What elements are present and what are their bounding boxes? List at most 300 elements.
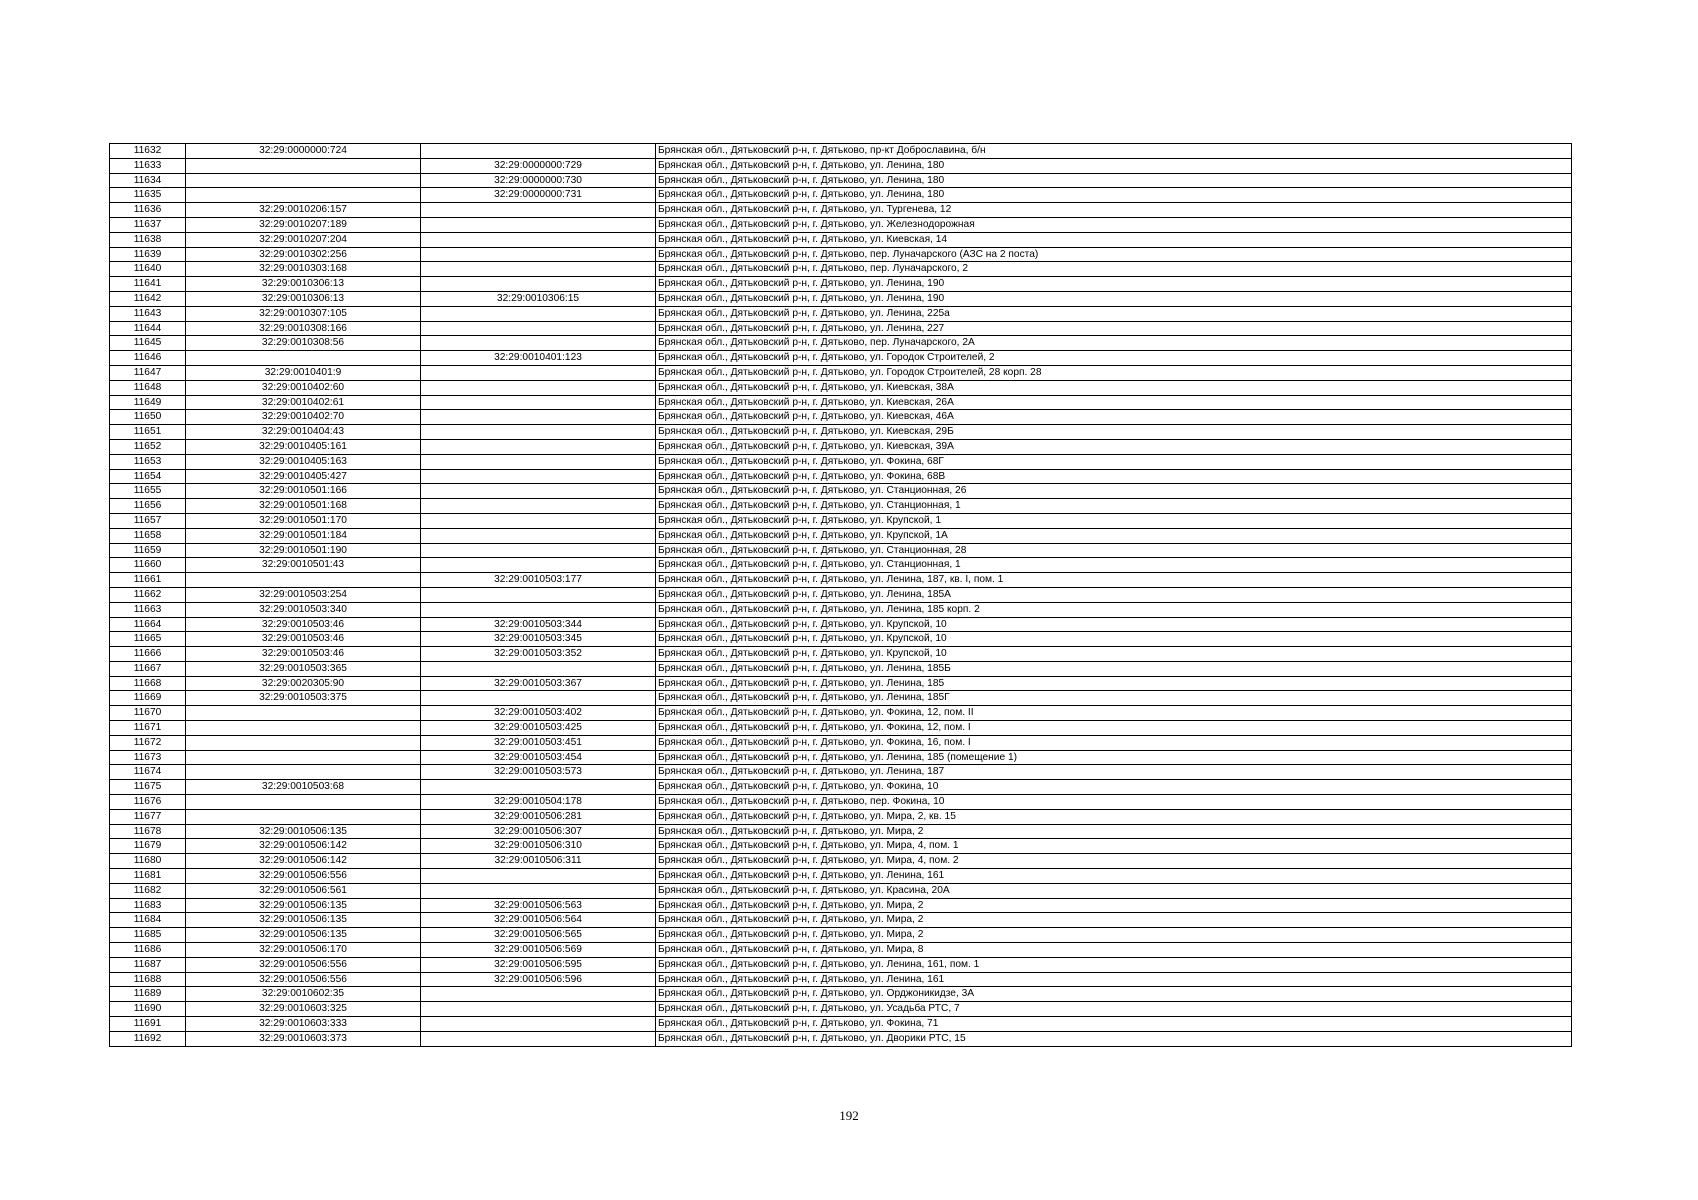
object-cadastral-number-cell (421, 543, 656, 558)
object-cadastral-number-cell: 32:29:0000000:729 (421, 158, 656, 173)
row-number-cell: 11680 (110, 854, 186, 869)
object-cadastral-number-cell: 32:29:0010506:281 (421, 809, 656, 824)
table-row (110, 943, 1572, 958)
address-cell: Брянская обл., Дятьковский р-н, г. Дятьково, ул. Мира, 2 (656, 824, 1572, 839)
row-number-cell: 11652 (110, 439, 186, 454)
land-cadastral-number-cell: 32:29:0010302:256 (186, 247, 421, 262)
row-number-cell: 11647 (110, 365, 186, 380)
object-cadastral-number-cell: 32:29:0010503:402 (421, 706, 656, 721)
object-cadastral-number-cell (421, 691, 656, 706)
table-row (110, 647, 1572, 662)
land-cadastral-number-cell: 32:29:0020305:90 (186, 676, 421, 691)
object-cadastral-number-cell: 32:29:0010503:177 (421, 573, 656, 588)
land-cadastral-number-cell (186, 706, 421, 721)
row-number-cell: 11635 (110, 188, 186, 203)
land-cadastral-number-cell: 32:29:0010401:9 (186, 365, 421, 380)
address-cell: Брянская обл., Дятьковский р-н, г. Дятьково, ул. Киевская, 38А (656, 380, 1572, 395)
table-row (110, 780, 1572, 795)
table-row (110, 987, 1572, 1002)
row-number-cell: 11657 (110, 513, 186, 528)
object-cadastral-number-cell (421, 869, 656, 884)
object-cadastral-number-cell: 32:29:0010506:565 (421, 928, 656, 943)
row-number-cell: 11636 (110, 203, 186, 218)
row-number-cell: 11691 (110, 1017, 186, 1032)
land-cadastral-number-cell: 32:29:0010501:190 (186, 543, 421, 558)
object-cadastral-number-cell (421, 410, 656, 425)
row-number-cell: 11650 (110, 410, 186, 425)
row-number-cell: 11646 (110, 351, 186, 366)
table-row (110, 469, 1572, 484)
object-cadastral-number-cell (421, 661, 656, 676)
object-cadastral-number-cell (421, 454, 656, 469)
land-cadastral-number-cell: 32:29:0010506:170 (186, 943, 421, 958)
table-row (110, 587, 1572, 602)
address-cell: Брянская обл., Дятьковский р-н, г. Дятьково, ул. Ленина, 190 (656, 291, 1572, 306)
object-cadastral-number-cell: 32:29:0010506:595 (421, 957, 656, 972)
object-cadastral-number-cell (421, 380, 656, 395)
address-cell: Брянская обл., Дятьковский р-н, г. Дятьково, ул. Красина, 20А (656, 883, 1572, 898)
row-number-cell: 11675 (110, 780, 186, 795)
address-cell: Брянская обл., Дятьковский р-н, г. Дятьково, ул. Станционная, 1 (656, 499, 1572, 514)
address-cell: Брянская обл., Дятьковский р-н, г. Дятьково, ул. Мира, 4, пом. 1 (656, 839, 1572, 854)
address-cell: Брянская обл., Дятьковский р-н, г. Дятьково, ул. Ленина, 180 (656, 188, 1572, 203)
table-row (110, 691, 1572, 706)
address-cell: Брянская обл., Дятьковский р-н, г. Дятьково, ул. Крупской, 10 (656, 632, 1572, 647)
row-number-cell: 11687 (110, 957, 186, 972)
table-row (110, 351, 1572, 366)
object-cadastral-number-cell (421, 203, 656, 218)
address-cell: Брянская обл., Дятьковский р-н, г. Дятьково, ул. Фокина, 71 (656, 1017, 1572, 1032)
row-number-cell: 11633 (110, 158, 186, 173)
land-cadastral-number-cell: 32:29:0000000:724 (186, 144, 421, 159)
land-cadastral-number-cell: 32:29:0010405:427 (186, 469, 421, 484)
row-number-cell: 11632 (110, 144, 186, 159)
land-cadastral-number-cell: 32:29:0010603:333 (186, 1017, 421, 1032)
land-cadastral-number-cell: 32:29:0010308:166 (186, 321, 421, 336)
row-number-cell: 11638 (110, 232, 186, 247)
object-cadastral-number-cell (421, 528, 656, 543)
table-row (110, 203, 1572, 218)
land-cadastral-number-cell: 32:29:0010501:166 (186, 484, 421, 499)
object-cadastral-number-cell (421, 247, 656, 262)
registry-table-body (110, 144, 1572, 1047)
object-cadastral-number-cell: 32:29:0000000:730 (421, 173, 656, 188)
land-cadastral-number-cell: 32:29:0010503:46 (186, 617, 421, 632)
table-row (110, 617, 1572, 632)
address-cell: Брянская обл., Дятьковский р-н, г. Дятьково, ул. Мира, 4, пом. 2 (656, 854, 1572, 869)
row-number-cell: 11651 (110, 425, 186, 440)
row-number-cell: 11684 (110, 913, 186, 928)
object-cadastral-number-cell (421, 587, 656, 602)
land-cadastral-number-cell: 32:29:0010207:189 (186, 217, 421, 232)
address-cell: Брянская обл., Дятьковский р-н, г. Дятьково, ул. Ленина, 187 (656, 765, 1572, 780)
table-row (110, 425, 1572, 440)
row-number-cell: 11661 (110, 573, 186, 588)
address-cell: Брянская обл., Дятьковский р-н, г. Дятьково, ул. Ленина, 225а (656, 306, 1572, 321)
table-row (110, 336, 1572, 351)
object-cadastral-number-cell (421, 217, 656, 232)
table-row (110, 750, 1572, 765)
address-cell: Брянская обл., Дятьковский р-н, г. Дятьково, пер. Луначарского (АЗС на 2 поста) (656, 247, 1572, 262)
object-cadastral-number-cell (421, 513, 656, 528)
address-cell: Брянская обл., Дятьковский р-н, г. Дятьково, ул. Фокина, 10 (656, 780, 1572, 795)
land-cadastral-number-cell: 32:29:0010506:135 (186, 913, 421, 928)
row-number-cell: 11640 (110, 262, 186, 277)
land-cadastral-number-cell: 32:29:0010405:161 (186, 439, 421, 454)
table-row (110, 499, 1572, 514)
address-cell: Брянская обл., Дятьковский р-н, г. Дятьково, ул. Ленина, 180 (656, 173, 1572, 188)
land-cadastral-number-cell: 32:29:0010402:61 (186, 395, 421, 410)
row-number-cell: 11656 (110, 499, 186, 514)
row-number-cell: 11662 (110, 587, 186, 602)
table-row (110, 573, 1572, 588)
land-cadastral-number-cell: 32:29:0010207:204 (186, 232, 421, 247)
address-cell: Брянская обл., Дятьковский р-н, г. Дятьково, ул. Мира, 2 (656, 928, 1572, 943)
table-row (110, 306, 1572, 321)
land-cadastral-number-cell: 32:29:0010404:43 (186, 425, 421, 440)
object-cadastral-number-cell (421, 1031, 656, 1046)
table-row (110, 1031, 1572, 1046)
table-row (110, 676, 1572, 691)
object-cadastral-number-cell: 32:29:0010506:564 (421, 913, 656, 928)
address-cell: Брянская обл., Дятьковский р-н, г. Дятьково, ул. Фокина, 12, пом. I (656, 721, 1572, 736)
table-row (110, 957, 1572, 972)
land-cadastral-number-cell: 32:29:0010506:142 (186, 839, 421, 854)
land-cadastral-number-cell (186, 573, 421, 588)
object-cadastral-number-cell (421, 395, 656, 410)
address-cell: Брянская обл., Дятьковский р-н, г. Дятьково, ул. Киевская, 46А (656, 410, 1572, 425)
table-row (110, 513, 1572, 528)
object-cadastral-number-cell: 32:29:0010503:345 (421, 632, 656, 647)
object-cadastral-number-cell: 32:29:0010503:451 (421, 735, 656, 750)
address-cell: Брянская обл., Дятьковский р-н, г. Дятьково, ул. Киевская, 39А (656, 439, 1572, 454)
object-cadastral-number-cell: 32:29:0010506:311 (421, 854, 656, 869)
object-cadastral-number-cell (421, 277, 656, 292)
object-cadastral-number-cell: 32:29:0010306:15 (421, 291, 656, 306)
land-cadastral-number-cell: 32:29:0010602:35 (186, 987, 421, 1002)
address-cell: Брянская обл., Дятьковский р-н, г. Дятьково, ул. Дворики РТС, 15 (656, 1031, 1572, 1046)
land-cadastral-number-cell: 32:29:0010501:170 (186, 513, 421, 528)
table-row (110, 380, 1572, 395)
page-number: 192 (839, 1108, 859, 1123)
land-cadastral-number-cell (186, 173, 421, 188)
table-row (110, 144, 1572, 159)
address-cell: Брянская обл., Дятьковский р-н, г. Дятьково, ул. Крупской, 10 (656, 617, 1572, 632)
object-cadastral-number-cell: 32:29:0010503:425 (421, 721, 656, 736)
address-cell: Брянская обл., Дятьковский р-н, г. Дятьково, ул. Мира, 8 (656, 943, 1572, 958)
row-number-cell: 11681 (110, 869, 186, 884)
address-cell: Брянская обл., Дятьковский р-н, г. Дятьково, ул. Фокина, 16, пом. I (656, 735, 1572, 750)
land-cadastral-number-cell: 32:29:0010506:135 (186, 928, 421, 943)
row-number-cell: 11648 (110, 380, 186, 395)
table-row (110, 735, 1572, 750)
land-cadastral-number-cell: 32:29:0010506:556 (186, 957, 421, 972)
address-cell: Брянская обл., Дятьковский р-н, г. Дятьково, ул. Мира, 2 (656, 898, 1572, 913)
address-cell: Брянская обл., Дятьковский р-н, г. Дятьково, ул. Станционная, 1 (656, 558, 1572, 573)
row-number-cell: 11645 (110, 336, 186, 351)
object-cadastral-number-cell (421, 484, 656, 499)
land-cadastral-number-cell (186, 750, 421, 765)
table-row (110, 928, 1572, 943)
table-row (110, 247, 1572, 262)
land-cadastral-number-cell: 32:29:0010503:375 (186, 691, 421, 706)
address-cell: Брянская обл., Дятьковский р-н, г. Дятьково, ул. Ленина, 185 (656, 676, 1572, 691)
table-row (110, 809, 1572, 824)
land-cadastral-number-cell: 32:29:0010308:56 (186, 336, 421, 351)
table-row (110, 528, 1572, 543)
object-cadastral-number-cell: 32:29:0000000:731 (421, 188, 656, 203)
table-row (110, 321, 1572, 336)
table-row (110, 839, 1572, 854)
row-number-cell: 11686 (110, 943, 186, 958)
object-cadastral-number-cell (421, 321, 656, 336)
row-number-cell: 11669 (110, 691, 186, 706)
object-cadastral-number-cell: 32:29:0010503:344 (421, 617, 656, 632)
row-number-cell: 11692 (110, 1031, 186, 1046)
land-cadastral-number-cell: 32:29:0010506:556 (186, 972, 421, 987)
row-number-cell: 11673 (110, 750, 186, 765)
table-row (110, 854, 1572, 869)
row-number-cell: 11668 (110, 676, 186, 691)
table-row (110, 824, 1572, 839)
row-number-cell: 11654 (110, 469, 186, 484)
row-number-cell: 11663 (110, 602, 186, 617)
land-cadastral-number-cell: 32:29:0010503:46 (186, 632, 421, 647)
table-row (110, 913, 1572, 928)
address-cell: Брянская обл., Дятьковский р-н, г. Дятьково, ул. Станционная, 26 (656, 484, 1572, 499)
row-number-cell: 11690 (110, 1002, 186, 1017)
land-cadastral-number-cell: 32:29:0010402:70 (186, 410, 421, 425)
row-number-cell: 11678 (110, 824, 186, 839)
address-cell: Брянская обл., Дятьковский р-н, г. Дятьково, ул. Киевская, 26А (656, 395, 1572, 410)
land-cadastral-number-cell: 32:29:0010206:157 (186, 203, 421, 218)
object-cadastral-number-cell (421, 1017, 656, 1032)
row-number-cell: 11665 (110, 632, 186, 647)
land-cadastral-number-cell: 32:29:0010503:68 (186, 780, 421, 795)
address-cell: Брянская обл., Дятьковский р-н, г. Дятьково, ул. Железнодорожная (656, 217, 1572, 232)
row-number-cell: 11671 (110, 721, 186, 736)
row-number-cell: 11677 (110, 809, 186, 824)
address-cell: Брянская обл., Дятьковский р-н, г. Дятьково, ул. Фокина, 68Г (656, 454, 1572, 469)
table-row (110, 602, 1572, 617)
table-row (110, 1002, 1572, 1017)
land-cadastral-number-cell: 32:29:0010501:168 (186, 499, 421, 514)
land-cadastral-number-cell: 32:29:0010307:105 (186, 306, 421, 321)
table-row (110, 484, 1572, 499)
row-number-cell: 11685 (110, 928, 186, 943)
address-cell: Брянская обл., Дятьковский р-н, г. Дятьково, пр-кт Доброславина, б/н (656, 144, 1572, 159)
row-number-cell: 11667 (110, 661, 186, 676)
table-row (110, 217, 1572, 232)
address-cell: Брянская обл., Дятьковский р-н, г. Дятьково, ул. Ленина, 185Г (656, 691, 1572, 706)
row-number-cell: 11642 (110, 291, 186, 306)
land-cadastral-number-cell: 32:29:0010306:13 (186, 291, 421, 306)
object-cadastral-number-cell (421, 439, 656, 454)
table-row (110, 869, 1572, 884)
row-number-cell: 11689 (110, 987, 186, 1002)
object-cadastral-number-cell: 32:29:0010503:352 (421, 647, 656, 662)
address-cell: Брянская обл., Дятьковский р-н, г. Дятьково, ул. Крупской, 10 (656, 647, 1572, 662)
land-cadastral-number-cell: 32:29:0010501:43 (186, 558, 421, 573)
row-number-cell: 11664 (110, 617, 186, 632)
land-cadastral-number-cell: 32:29:0010402:60 (186, 380, 421, 395)
object-cadastral-number-cell (421, 987, 656, 1002)
row-number-cell: 11666 (110, 647, 186, 662)
table-row (110, 277, 1572, 292)
row-number-cell: 11643 (110, 306, 186, 321)
object-cadastral-number-cell: 32:29:0010506:596 (421, 972, 656, 987)
table-row (110, 173, 1572, 188)
object-cadastral-number-cell: 32:29:0010506:563 (421, 898, 656, 913)
row-number-cell: 11658 (110, 528, 186, 543)
table-row (110, 232, 1572, 247)
land-cadastral-number-cell (186, 158, 421, 173)
address-cell: Брянская обл., Дятьковский р-н, г. Дятьково, ул. Крупской, 1А (656, 528, 1572, 543)
row-number-cell: 11670 (110, 706, 186, 721)
object-cadastral-number-cell: 32:29:0010503:454 (421, 750, 656, 765)
address-cell: Брянская обл., Дятьковский р-н, г. Дятьково, пер. Луначарского, 2А (656, 336, 1572, 351)
address-cell: Брянская обл., Дятьковский р-н, г. Дятьково, ул. Ленина, 161 (656, 869, 1572, 884)
row-number-cell: 11674 (110, 765, 186, 780)
address-cell: Брянская обл., Дятьковский р-н, г. Дятьково, ул. Ленина, 187, кв. I, пом. 1 (656, 573, 1572, 588)
row-number-cell: 11649 (110, 395, 186, 410)
address-cell: Брянская обл., Дятьковский р-н, г. Дятьково, ул. Усадьба РТС, 7 (656, 1002, 1572, 1017)
address-cell: Брянская обл., Дятьковский р-н, г. Дятьково, ул. Городок Строителей, 2 (656, 351, 1572, 366)
table-row (110, 972, 1572, 987)
land-cadastral-number-cell (186, 795, 421, 810)
object-cadastral-number-cell (421, 883, 656, 898)
address-cell: Брянская обл., Дятьковский р-н, г. Дятьково, ул. Ленина, 227 (656, 321, 1572, 336)
table-row (110, 706, 1572, 721)
row-number-cell: 11679 (110, 839, 186, 854)
address-cell: Брянская обл., Дятьковский р-н, г. Дятьково, ул. Ленина, 161 (656, 972, 1572, 987)
address-cell: Брянская обл., Дятьковский р-н, г. Дятьково, ул. Ленина, 185Б (656, 661, 1572, 676)
land-cadastral-number-cell: 32:29:0010405:163 (186, 454, 421, 469)
object-cadastral-number-cell: 32:29:0010503:367 (421, 676, 656, 691)
land-cadastral-number-cell (186, 188, 421, 203)
land-cadastral-number-cell: 32:29:0010501:184 (186, 528, 421, 543)
object-cadastral-number-cell: 32:29:0010506:569 (421, 943, 656, 958)
address-cell: Брянская обл., Дятьковский р-н, г. Дятьково, ул. Тургенева, 12 (656, 203, 1572, 218)
row-number-cell: 11637 (110, 217, 186, 232)
object-cadastral-number-cell: 32:29:0010401:123 (421, 351, 656, 366)
land-cadastral-number-cell (186, 809, 421, 824)
address-cell: Брянская обл., Дятьковский р-н, г. Дятьково, пер. Луначарского, 2 (656, 262, 1572, 277)
row-number-cell: 11672 (110, 735, 186, 750)
row-number-cell: 11639 (110, 247, 186, 262)
address-cell: Брянская обл., Дятьковский р-н, г. Дятьково, ул. Мира, 2, кв. 15 (656, 809, 1572, 824)
land-cadastral-number-cell: 32:29:0010503:254 (186, 587, 421, 602)
address-cell: Брянская обл., Дятьковский р-н, г. Дятьково, ул. Киевская, 29Б (656, 425, 1572, 440)
land-cadastral-number-cell: 32:29:0010603:373 (186, 1031, 421, 1046)
table-row (110, 410, 1572, 425)
table-row (110, 632, 1572, 647)
object-cadastral-number-cell (421, 425, 656, 440)
land-cadastral-number-cell: 32:29:0010503:46 (186, 647, 421, 662)
address-cell: Брянская обл., Дятьковский р-н, г. Дятьково, ул. Ленина, 185 (помещение 1) (656, 750, 1572, 765)
table-row (110, 765, 1572, 780)
address-cell: Брянская обл., Дятьковский р-н, г. Дятьково, ул. Ленина, 161, пом. 1 (656, 957, 1572, 972)
address-cell: Брянская обл., Дятьковский р-н, г. Дятьково, ул. Мира, 2 (656, 913, 1572, 928)
table-row (110, 262, 1572, 277)
land-cadastral-number-cell (186, 351, 421, 366)
table-row (110, 795, 1572, 810)
object-cadastral-number-cell (421, 262, 656, 277)
address-cell: Брянская обл., Дятьковский р-н, г. Дятьково, ул. Станционная, 28 (656, 543, 1572, 558)
land-cadastral-number-cell: 32:29:0010303:168 (186, 262, 421, 277)
table-row (110, 188, 1572, 203)
table-row (110, 395, 1572, 410)
land-cadastral-number-cell: 32:29:0010603:325 (186, 1002, 421, 1017)
land-cadastral-number-cell: 32:29:0010506:135 (186, 898, 421, 913)
row-number-cell: 11655 (110, 484, 186, 499)
object-cadastral-number-cell (421, 232, 656, 247)
address-cell: Брянская обл., Дятьковский р-н, г. Дятьково, ул. Ленина, 180 (656, 158, 1572, 173)
row-number-cell: 11682 (110, 883, 186, 898)
address-cell: Брянская обл., Дятьковский р-н, г. Дятьково, ул. Фокина, 12, пом. II (656, 706, 1572, 721)
object-cadastral-number-cell: 32:29:0010506:307 (421, 824, 656, 839)
table-row (110, 454, 1572, 469)
land-cadastral-number-cell (186, 735, 421, 750)
table-row (110, 898, 1572, 913)
table-row (110, 291, 1572, 306)
address-cell: Брянская обл., Дятьковский р-н, г. Дятьково, ул. Ленина, 185 корп. 2 (656, 602, 1572, 617)
address-cell: Брянская обл., Дятьковский р-н, г. Дятьково, ул. Орджоникидзе, 3А (656, 987, 1572, 1002)
land-cadastral-number-cell: 32:29:0010506:135 (186, 824, 421, 839)
address-cell: Брянская обл., Дятьковский р-н, г. Дятьково, ул. Крупской, 1 (656, 513, 1572, 528)
table-row (110, 721, 1572, 736)
address-cell: Брянская обл., Дятьковский р-н, г. Дятьково, ул. Ленина, 190 (656, 277, 1572, 292)
land-cadastral-number-cell: 32:29:0010506:556 (186, 869, 421, 884)
object-cadastral-number-cell (421, 780, 656, 795)
row-number-cell: 11676 (110, 795, 186, 810)
object-cadastral-number-cell (421, 1002, 656, 1017)
land-cadastral-number-cell: 32:29:0010503:365 (186, 661, 421, 676)
row-number-cell: 11688 (110, 972, 186, 987)
address-cell: Брянская обл., Дятьковский р-н, г. Дятьково, ул. Городок Строителей, 28 корп. 28 (656, 365, 1572, 380)
registry-table (109, 143, 1572, 1047)
land-cadastral-number-cell: 32:29:0010506:561 (186, 883, 421, 898)
object-cadastral-number-cell (421, 558, 656, 573)
object-cadastral-number-cell (421, 469, 656, 484)
table-row (110, 365, 1572, 380)
object-cadastral-number-cell (421, 336, 656, 351)
row-number-cell: 11683 (110, 898, 186, 913)
address-cell: Брянская обл., Дятьковский р-н, г. Дятьково, ул. Киевская, 14 (656, 232, 1572, 247)
row-number-cell: 11659 (110, 543, 186, 558)
table-row (110, 661, 1572, 676)
row-number-cell: 11634 (110, 173, 186, 188)
object-cadastral-number-cell: 32:29:0010503:573 (421, 765, 656, 780)
land-cadastral-number-cell (186, 765, 421, 780)
land-cadastral-number-cell: 32:29:0010506:142 (186, 854, 421, 869)
row-number-cell: 11660 (110, 558, 186, 573)
table-row (110, 883, 1572, 898)
object-cadastral-number-cell (421, 602, 656, 617)
row-number-cell: 11644 (110, 321, 186, 336)
object-cadastral-number-cell: 32:29:0010506:310 (421, 839, 656, 854)
address-cell: Брянская обл., Дятьковский р-н, г. Дятьково, ул. Ленина, 185А (656, 587, 1572, 602)
row-number-cell: 11641 (110, 277, 186, 292)
table-row (110, 439, 1572, 454)
row-number-cell: 11653 (110, 454, 186, 469)
land-cadastral-number-cell (186, 721, 421, 736)
object-cadastral-number-cell: 32:29:0010504:178 (421, 795, 656, 810)
address-cell: Брянская обл., Дятьковский р-н, г. Дятьково, ул. Фокина, 68В (656, 469, 1572, 484)
object-cadastral-number-cell (421, 365, 656, 380)
table-row (110, 158, 1572, 173)
table-row (110, 1017, 1572, 1032)
